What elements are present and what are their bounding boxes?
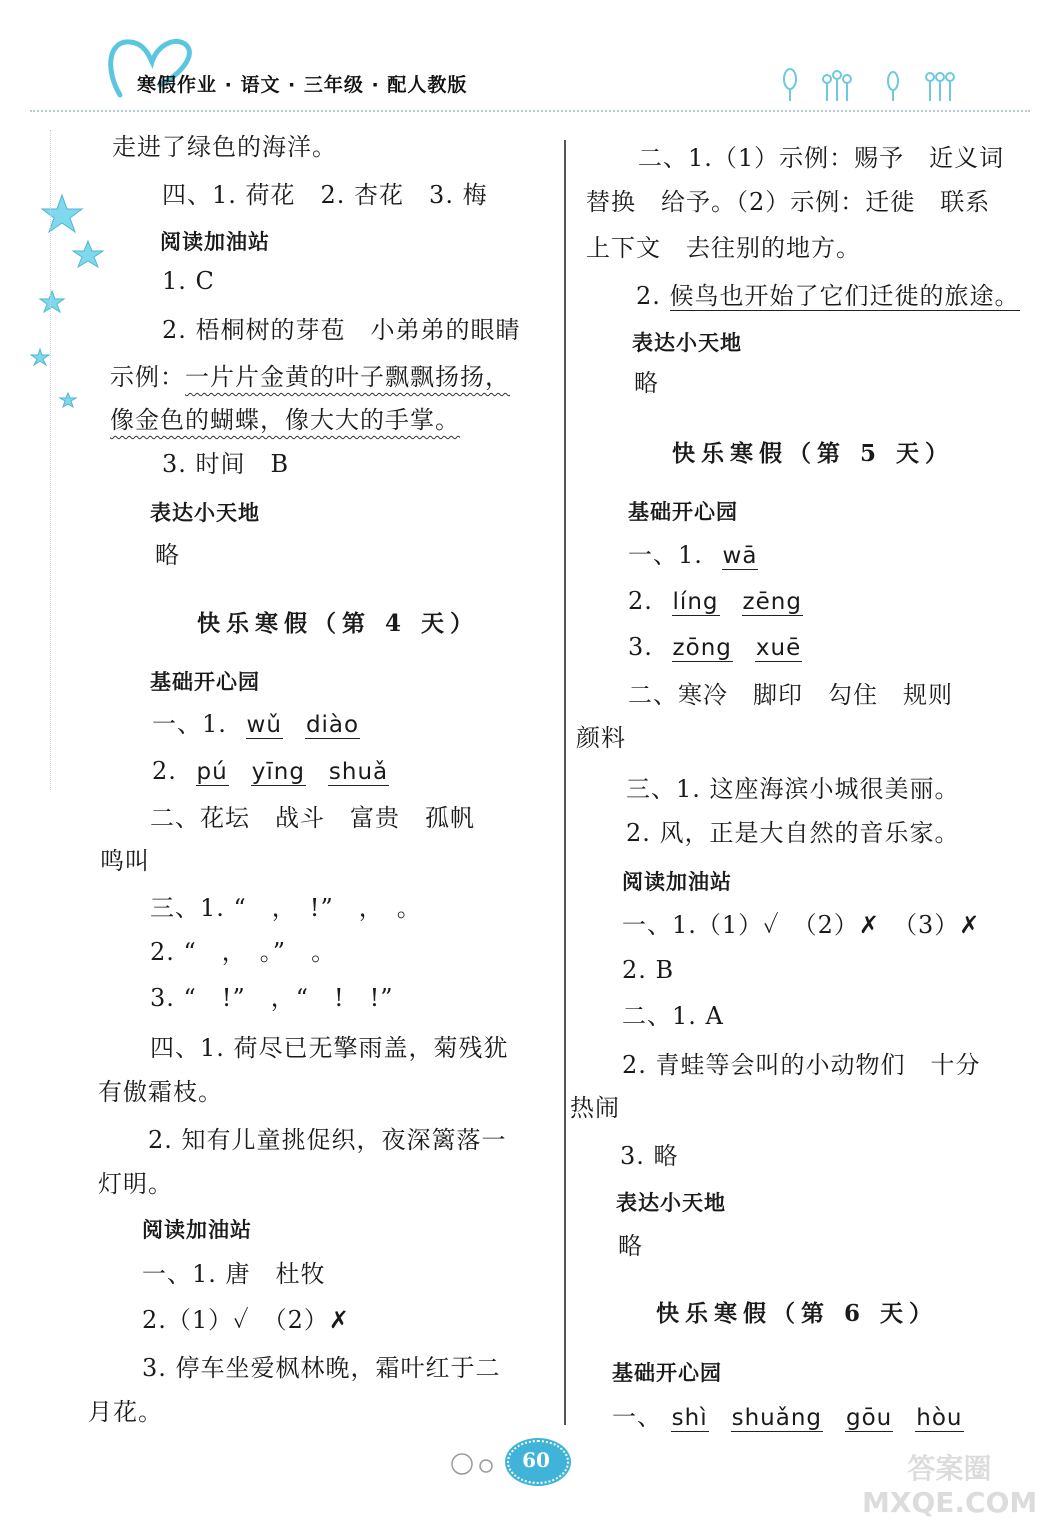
pinyin-blank: wǔ <box>246 712 282 738</box>
answer-line: 2. 梧桐树的芽苞 小弟弟的眼睛 <box>162 316 521 344</box>
pinyin-blank: shuǎng <box>731 1405 823 1431</box>
answer-line: 1. C <box>162 267 215 295</box>
pinyin-answer-line <box>628 540 780 570</box>
answer-line: 四、1. 荷花 2. 杏花 3. 梅 <box>162 181 488 209</box>
answer-line: 颜料 <box>576 724 626 752</box>
answer-line: 一、1. 唐 杜牧 <box>142 1260 326 1288</box>
section-heading: 表达小天地 <box>616 1191 726 1215</box>
answer-line: 略 <box>618 1232 643 1260</box>
answer-line: 2. B <box>622 956 675 984</box>
answer-line: 二、花坛 战斗 富贵 孤帆 <box>150 804 475 832</box>
answer-line: 三、1. 这座海滨小城很美丽。 <box>626 775 960 803</box>
answer-line: 一、1.（1）✓ （2）✗ （3）✗ <box>622 911 981 939</box>
answer-line: 二、寒冷 脚印 勾住 规则 <box>628 681 953 709</box>
answer-prefix: 一、1. <box>628 541 703 569</box>
star-decoration-icon <box>30 185 110 415</box>
answer-line: 3. 时间 B <box>162 450 290 478</box>
day-title: 快乐寒假（第 6 天） <box>656 1300 939 1327</box>
answer-line: 有傲霜枝。 <box>98 1078 223 1106</box>
header-title: 寒假作业 · 语文 · 三年级 · 配人教版 <box>137 74 468 96</box>
answer-line <box>110 362 510 392</box>
answer-line: 略 <box>634 369 659 397</box>
answer-line: 2.（1）✓ （2）✗ <box>142 1306 351 1334</box>
answer-line: 2. “ ， 。” 。 <box>150 938 337 966</box>
answer-line: 2. 风，正是大自然的音乐家。 <box>626 819 960 847</box>
section-heading: 阅读加油站 <box>160 230 270 254</box>
pinyin-blank: líng <box>672 589 719 615</box>
watermark: 答案圈 MXQE.COM <box>862 1452 1038 1519</box>
section-heading: 阅读加油站 <box>622 870 732 894</box>
section-heading: 基础开心园 <box>628 500 738 524</box>
answer-line: 热闹 <box>570 1094 620 1122</box>
underlined-answer: 像金色的蝴蝶，像大大的手掌。 <box>110 406 460 434</box>
answer-line: 灯明。 <box>98 1170 173 1198</box>
pinyin-blank: zēng <box>742 589 802 615</box>
answer-prefix: 2. <box>152 757 177 785</box>
pinyin-blank: xuē <box>755 635 802 661</box>
answer-line: 二、1. A <box>622 1002 724 1030</box>
pinyin-blank: hòu <box>916 1405 963 1431</box>
pinyin-blank: shuǎ <box>328 759 389 785</box>
page-number: 60 <box>522 1448 550 1472</box>
answer-line: 3. “ !” ，“ ! !” <box>150 984 394 1012</box>
answer-prefix: 2. <box>636 282 661 310</box>
day-title: 快乐寒假（第 5 天） <box>672 440 955 467</box>
pinyin-blank: diào <box>305 712 360 738</box>
pinyin-answer-line <box>152 709 382 739</box>
tree-decoration-icon <box>775 65 975 105</box>
answer-line: 3. 停车坐爱枫林晚，霜叶红于二 <box>142 1354 501 1382</box>
answer-line: 四、1. 荷尽已无擎雨盖，菊残犹 <box>150 1034 509 1062</box>
answer-line: 替换 给予。（2）示例：迁徙 联系 <box>586 188 991 216</box>
section-heading: 表达小天地 <box>150 501 260 525</box>
answer-line: 上下文 去往别的地方。 <box>586 234 861 262</box>
answer-line: 走进了绿色的海洋。 <box>112 133 337 161</box>
underlined-answer: 候鸟也开始了它们迁徙的旅途。 <box>669 282 1020 310</box>
pinyin-answer-line <box>152 756 411 786</box>
day-title: 快乐寒假（第 4 天） <box>197 610 480 637</box>
answer-line: 2. 知有儿童挑促织，夜深篱落一 <box>148 1126 507 1154</box>
answer-line: 二、1.（1）示例：赐予 近义词 <box>638 144 1005 172</box>
answer-line: 鸣叫 <box>100 847 150 875</box>
answer-prefix: 示例： <box>110 363 185 391</box>
pinyin-answer-line <box>628 586 825 616</box>
answer-prefix: 2. <box>628 587 653 615</box>
left-margin-dotted-line <box>50 130 51 790</box>
pinyin-blank: yīng <box>251 759 305 785</box>
section-heading: 表达小天地 <box>632 331 742 355</box>
answer-prefix: 一、 <box>612 1403 662 1431</box>
answer-line: 3. 略 <box>620 1142 679 1170</box>
pinyin-blank: zōng <box>672 635 732 661</box>
pinyin-blank: gōu <box>846 1405 893 1431</box>
section-heading: 阅读加油站 <box>142 1218 252 1242</box>
section-heading: 基础开心园 <box>612 1361 722 1385</box>
answer-prefix: 3. <box>628 633 653 661</box>
answer-line: 三、1. “ ， !” ， 。 <box>150 894 422 922</box>
pinyin-blank: wā <box>722 543 758 569</box>
underlined-answer: 一片片金黄的叶子飘飘扬扬， <box>185 363 510 391</box>
header-dotted-line <box>30 110 1030 112</box>
pinyin-blank: shì <box>671 1405 708 1431</box>
answer-line: 月花。 <box>88 1398 163 1426</box>
pinyin-answer-line <box>628 632 824 662</box>
answer-prefix: 一、1. <box>152 710 227 738</box>
section-heading: 基础开心园 <box>150 670 260 694</box>
pinyin-answer-line <box>612 1402 986 1432</box>
answer-line: 略 <box>155 541 180 569</box>
column-divider <box>564 140 566 1425</box>
pinyin-blank: pú <box>196 759 228 785</box>
answer-line <box>636 281 1020 311</box>
answer-line: 2. 青蛙等会叫的小动物们 十分 <box>622 1051 981 1079</box>
